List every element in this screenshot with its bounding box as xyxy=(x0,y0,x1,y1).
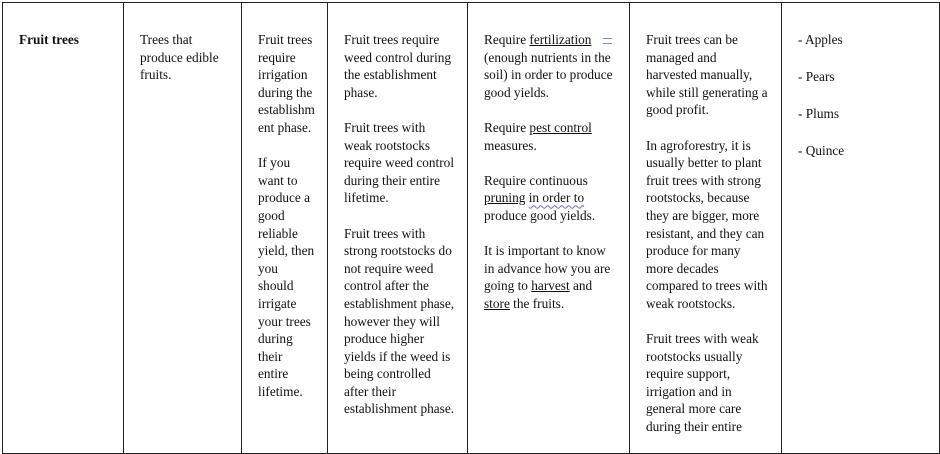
cell-description xyxy=(124,3,242,454)
weed-control-paragraph: Fruit trees with strong rootstocks do not require weed control after the establishment phase, however they will produce higher yields if the weed is being controlled after their establishment phase. xyxy=(344,225,455,417)
cell-weed-control xyxy=(328,3,468,454)
text-span: (enough nutrients in the soil) in order to produce good yields. xyxy=(484,49,613,100)
irrigation-paragraph: If you want to produce a good reliable yield, then you should irrigate your trees during their entire lifetime. xyxy=(258,155,315,399)
text-span: Require xyxy=(484,119,530,135)
cell-irrigation xyxy=(242,3,328,454)
grammar-flag: in order to xyxy=(528,190,585,206)
cell-management xyxy=(630,3,782,454)
cell-name xyxy=(3,3,124,454)
store-link[interactable]: store xyxy=(484,295,510,311)
fruit-trees-table xyxy=(2,2,940,454)
harvest-link[interactable]: harvest xyxy=(531,278,570,294)
text-span: and xyxy=(569,278,593,294)
text-span: the fruits. xyxy=(509,295,565,311)
text-span: Require continuous xyxy=(484,172,588,188)
list-item: - Quince xyxy=(798,142,845,158)
weed-control-paragraph: Fruit trees require weed control during the establishment phase. xyxy=(344,32,452,100)
irrigation-paragraph: Fruit trees require irrigation during the establishm ent phase. xyxy=(258,32,315,135)
weed-control-paragraph: Fruit trees with weak rootstocks require weed control during their entire lifetime. xyxy=(344,119,455,206)
requirements-paragraph xyxy=(484,172,617,225)
cell-examples xyxy=(782,3,940,454)
pruning-link[interactable]: pruning xyxy=(484,190,526,206)
requirements-paragraph xyxy=(484,242,617,312)
text-span: It is important to know in advance how you are going to xyxy=(484,243,611,294)
list-item: - Plums xyxy=(798,105,840,121)
requirements-paragraph xyxy=(484,31,617,101)
cell-requirements xyxy=(468,3,630,454)
list-item: - Pears xyxy=(798,68,835,84)
text-span: produce good yields. xyxy=(484,207,596,223)
table-row xyxy=(3,3,940,454)
requirements-paragraph xyxy=(484,119,617,154)
management-paragraph: In agroforestry, it is usually better to plant fruit trees with strong rootstocks, because they are bigger, more resistant, and they can produce for many more decades compared to trees with weak rootstocks. xyxy=(646,137,768,311)
description-text: Trees that produce edible fruits. xyxy=(140,32,219,83)
management-paragraph: Fruit trees can be managed and harvested manually, while still generating a good profit. xyxy=(646,32,768,118)
list-item: - Apples xyxy=(798,32,843,47)
text-span: Require xyxy=(484,32,530,47)
text-span: measures. xyxy=(484,137,537,153)
row-title: Fruit trees xyxy=(19,32,79,47)
management-paragraph: Fruit trees with weak rootstocks usually require support, irrigation and in general more care during their entire xyxy=(646,331,759,435)
comment-marker-icon[interactable] xyxy=(603,38,612,44)
pest-control-link[interactable]: pest control xyxy=(529,119,592,135)
fertilization-link[interactable]: fertilization xyxy=(529,32,592,47)
